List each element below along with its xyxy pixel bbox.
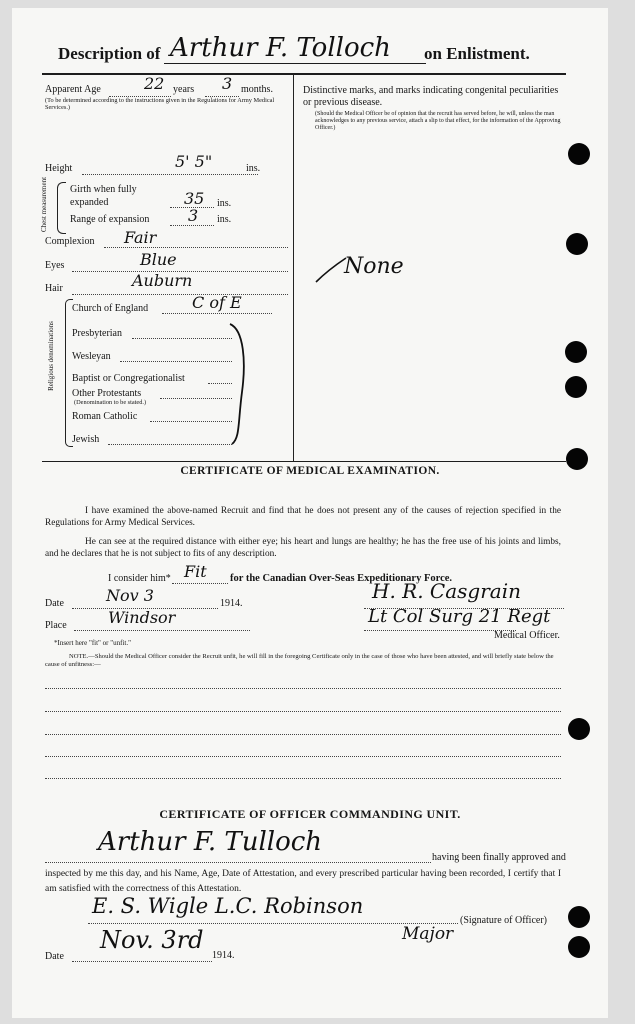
- height-label: Height: [45, 163, 73, 174]
- range-value: 3: [188, 206, 199, 225]
- marks-value: None: [344, 254, 404, 279]
- insert-note: *Insert here "fit" or "unfit.": [54, 639, 131, 647]
- commanding-recruit-name: Arthur F. Tulloch: [98, 827, 323, 857]
- binder-hole: [566, 233, 588, 255]
- range-ins-label: ins.: [217, 214, 232, 225]
- section-rule: [42, 461, 566, 462]
- commanding-date-label: Date: [45, 951, 64, 962]
- girth-ins-label: ins.: [217, 198, 232, 209]
- commanding-date-year: 1914.: [212, 950, 235, 961]
- place-label: Place: [45, 620, 67, 631]
- height-value: 5' 5": [175, 152, 213, 171]
- commanding-date-value: Nov. 3rd: [100, 926, 204, 954]
- place-line: [74, 630, 250, 631]
- denomination-note: (Denomination to be stated.): [74, 399, 147, 406]
- girth-value: 35: [184, 189, 205, 208]
- header-rule: [42, 73, 566, 75]
- range-line: [170, 225, 214, 226]
- chest-label: Chest measurement: [40, 176, 48, 232]
- eyes-value: Blue: [140, 250, 177, 269]
- commanding-name-line: [45, 862, 431, 863]
- religion-label: Religious denominations: [47, 321, 55, 391]
- complexion-value: Fair: [124, 228, 157, 247]
- binder-hole: [568, 143, 590, 165]
- medical-signature: H. R. Casgrain: [372, 579, 521, 603]
- medical-paragraph-1: I have examined the above-named Recruit and find that he does not present any of the causes of rejection specified in the Regulations for Army Medical Services.: [45, 506, 561, 528]
- binder-hole: [568, 906, 590, 928]
- complexion-line: [104, 247, 288, 248]
- unfit-note: NOTE.—Should the Medical Officer consider the Recruit unfit, he will fill in the foregoing Certificate only in the case of those who have been attested, and will briefly state below the cause of unfitness:—: [45, 653, 554, 668]
- unfit-line: [45, 778, 561, 779]
- religion-line: [120, 361, 232, 362]
- height-ins-label: ins.: [246, 163, 261, 174]
- commanding-date-line: [72, 961, 212, 962]
- religion-value: C of E: [192, 293, 242, 312]
- marks-label: Distinctive marks, and marks indicating congenital peculiarities or previous disease.: [303, 85, 559, 108]
- religion-line: [132, 338, 232, 339]
- binder-hole: [568, 936, 590, 958]
- complexion-label: Complexion: [45, 236, 95, 247]
- religion-item: Church of England: [72, 303, 149, 314]
- years-label: years: [173, 84, 195, 95]
- attestation-paper: [12, 8, 608, 1018]
- consider-label: I consider him*: [108, 573, 171, 584]
- binder-hole: [565, 376, 587, 398]
- unfit-line: [45, 734, 561, 735]
- age-years-value: 22: [144, 74, 165, 93]
- commanding-text-2: inspected by me this day, and his Name, Age, Date of Attestation, and every prescribed particular having been recorded, I certify that I am satisfied with the correctness of this Attestation.: [45, 869, 561, 894]
- consider-line: [172, 583, 228, 584]
- religion-item: Baptist or Congregationalist: [72, 373, 185, 384]
- marks-note: (Should the Medical Officer be of opinion that the recruit has served before, he will, unless the man acknowledges to any previous service, attach a slip to that effect, for the information of the Approving Officer.): [315, 111, 561, 131]
- commanding-heading: CERTIFICATE OF OFFICER COMMANDING UNIT.: [159, 807, 461, 821]
- place-value: Windsor: [108, 608, 176, 627]
- handwritten-brace: [226, 322, 252, 446]
- binder-hole: [568, 718, 590, 740]
- height-line: [82, 174, 258, 175]
- religion-item: Presbyterian: [72, 328, 122, 339]
- eyes-label: Eyes: [45, 260, 65, 271]
- range-label: Range of expansion: [70, 214, 150, 225]
- girth-label: Girth when fully expanded: [70, 184, 137, 208]
- hair-label: Hair: [45, 283, 63, 294]
- date-value: Nov 3: [106, 586, 154, 605]
- religion-line: [162, 313, 272, 314]
- column-divider: [293, 74, 294, 462]
- medical-officer-label: Medical Officer.: [494, 630, 560, 641]
- unfit-line: [45, 756, 561, 757]
- binder-hole: [565, 341, 587, 363]
- apparent-age-label: Apparent Age: [45, 84, 101, 95]
- religion-item: Roman Catholic: [72, 411, 138, 422]
- age-months-value: 3: [222, 74, 233, 93]
- religion-item: Other Protestants: [72, 388, 142, 399]
- chest-bracket: [57, 182, 66, 234]
- months-label: months.: [241, 84, 273, 95]
- hair-value: Auburn: [132, 271, 193, 290]
- date-year: 1914.: [220, 598, 243, 609]
- unfit-line: [45, 688, 561, 689]
- header-title-right: on Enlistment.: [424, 44, 530, 63]
- header-title-left: Description of: [58, 44, 161, 63]
- medical-signature-title: Lt Col Surg 21 Regt: [368, 606, 551, 627]
- age-note: (To be determined according to the instructions given in the Regulations for Army Medical Services.): [45, 97, 275, 112]
- medical-heading: CERTIFICATE OF MEDICAL EXAMINATION.: [180, 465, 440, 477]
- medical-paragraph-2: He can see at the required distance with either eye; his heart and lungs are healthy; he has the free use of his joints and limbs, and he declares that he is not subject to fits of any description.: [45, 537, 561, 559]
- signature-label: (Signature of Officer): [460, 915, 548, 926]
- none-flourish: [312, 252, 352, 292]
- commanding-signature: E. S. Wigle L.C. Robinson: [92, 894, 364, 918]
- commanding-rank: Major: [402, 924, 454, 944]
- religion-item: Jewish: [72, 434, 100, 445]
- date-label: Date: [45, 598, 64, 609]
- binder-hole: [566, 448, 588, 470]
- consider-suffix: for the Canadian Over-Seas Expeditionary Force.: [230, 573, 453, 584]
- hair-line: [72, 294, 288, 295]
- religion-line: [150, 421, 232, 422]
- commanding-text-1: having been finally approved and: [432, 852, 566, 863]
- consider-value: Fit: [184, 562, 207, 581]
- name-underline: [164, 63, 426, 64]
- unfit-line: [45, 711, 561, 712]
- religion-item: Wesleyan: [72, 351, 111, 362]
- religion-line: [108, 444, 232, 445]
- recruit-name: Arthur F. Tolloch: [170, 33, 391, 63]
